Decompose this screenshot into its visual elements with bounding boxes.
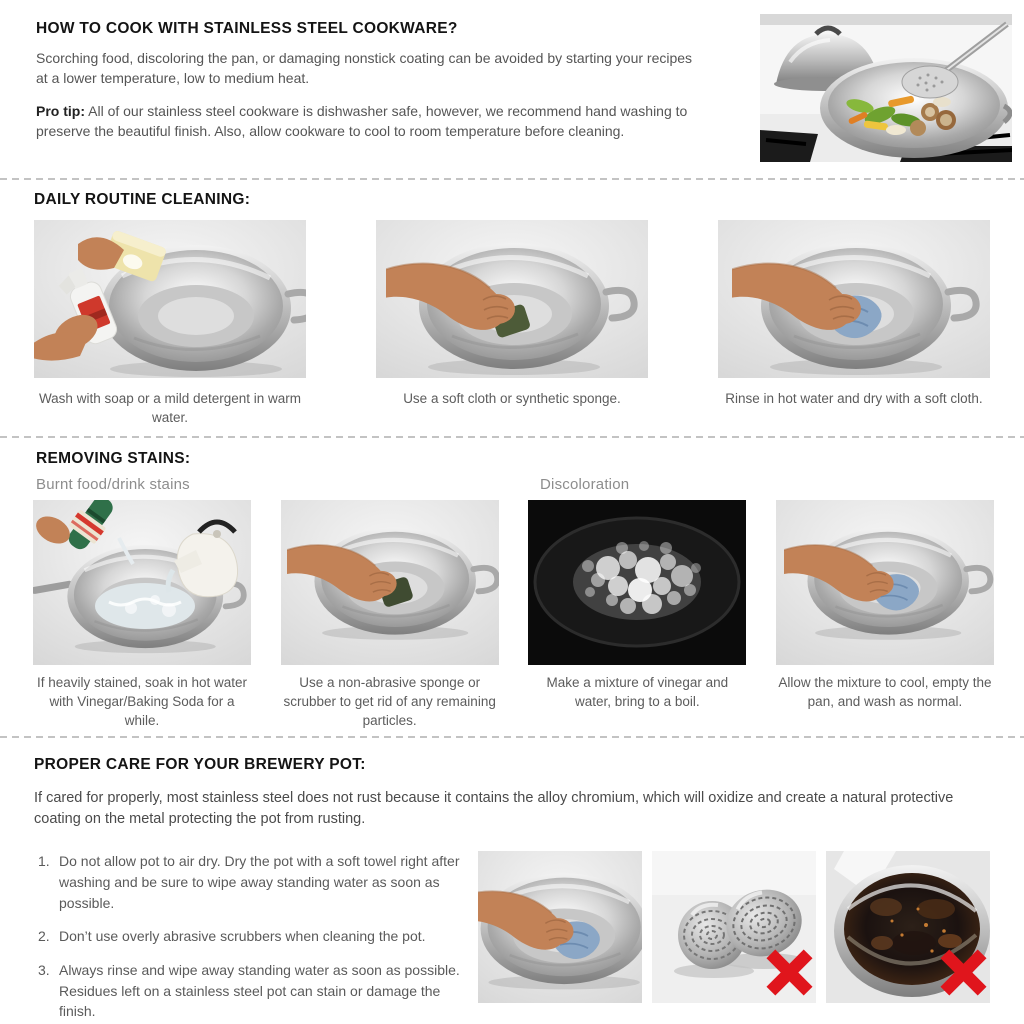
removing-stains-title: REMOVING STAINS: [36,450,191,467]
daily-step-sponge [376,220,648,430]
boiling-mixture-illustration [528,500,746,665]
daily-step-wash [34,220,306,430]
pro-tip-label: Pro tip: [36,102,85,119]
dashed-divider [0,736,1024,738]
red-x-icon [940,949,987,996]
pro-tip-paragraph [36,102,704,142]
care-tip-item [38,960,472,1022]
wipe-pan-with-green-sponge-illustration [376,220,648,378]
section-proper-care [0,756,1024,1024]
list-text: Do not allow pot to air dry. Dry the pot with a soft towel right after washing and be sure to wipe away standing water as soon as possible. [59,853,460,911]
stain-step-soak [33,500,251,731]
dry-pot-with-towel-illustration [478,851,642,1003]
stain-step-scrub [281,500,499,731]
spray-detergent-into-pan-illustration [34,220,306,378]
red-x-icon [766,949,813,996]
section-removing-stains [0,450,1024,731]
how-to-cook-text [36,12,742,170]
wok-stir-fry-illustration [760,14,1012,162]
daily-cleaning-steps [34,220,990,430]
discoloration-label: Discoloration [540,476,630,493]
how-to-cook-paragraph: Scorching food, discoloring the pan, or damaging nonstick coating can be avoided by starting your recipes at a lower temperature, low to medium heat. [36,50,693,86]
care-photo-steel-wool [652,851,816,1003]
stain-step-caption: Use a non-abrasive sponge or scrubber to get rid of any remaining particles. [283,675,496,728]
burnt-stains-label: Burnt food/drink stains [36,476,190,493]
stain-sublabels [33,474,994,498]
how-to-cook-title: HOW TO COOK WITH STAINLESS STEEL COOKWARE? [36,20,458,37]
dry-pan-with-blue-cloth-illustration [718,220,990,378]
care-photo-dry-towel [478,851,642,1003]
daily-cleaning-title: DAILY ROUTINE CLEANING: [34,191,251,208]
list-number: 3. [38,962,50,979]
care-example-images [478,851,990,1024]
scrub-pan-with-sponge-illustration [281,500,499,665]
daily-step-rinse-dry [718,220,990,430]
proper-care-paragraph: If cared for properly, most stainless steel does not rust because it contains the alloy chromium, which will oxidize and create a natural protective coating on the metal protecting the pot from rusting. [34,789,954,828]
wok-stir-fry-photo [760,14,1012,162]
care-tips-list [34,851,472,1024]
daily-step-caption: Use a soft cloth or synthetic sponge. [403,391,621,406]
stain-step-caption: If heavily stained, soak in hot water with Vinegar/Baking Soda for a while. [36,675,248,728]
pour-vinegar-hot-water-illustration [33,500,251,665]
proper-care-content [34,851,990,1024]
care-tip-item [38,926,472,947]
stain-removal-steps [33,500,994,731]
dashed-divider [0,436,1024,438]
care-photo-burnt-pan [826,851,990,1003]
list-text: Always rinse and wipe away standing water as soon as possible. Residues left on a stainless steel pot can stain or damage the finish. [59,962,460,1020]
daily-step-caption: Rinse in hot water and dry with a soft cloth. [725,391,983,406]
stain-step-cool-wash [776,500,994,731]
list-text: Don’t use overly abrasive scrubbers when cleaning the pot. [59,928,426,945]
list-number: 1. [38,853,50,870]
section-daily-cleaning [0,191,1024,430]
dashed-divider [0,178,1024,180]
daily-step-caption: Wash with soap or a mild detergent in warm water. [38,391,302,425]
stain-step-caption: Make a mixture of vinegar and water, bring to a boil. [546,675,729,709]
stain-step-boil [528,500,746,731]
care-tip-item [38,851,472,913]
pro-tip-text: All of our stainless steel cookware is dishwasher safe, however, we recommend hand washing to preserve the beautiful finish. Also, allow cookware to cool to room temperature before cleaning. [36,102,688,139]
section-how-to-cook [0,0,1024,170]
wipe-pan-with-blue-cloth-illustration [776,500,994,665]
stain-step-caption: Allow the mixture to cool, empty the pan, and wash as normal. [778,675,992,709]
proper-care-title: PROPER CARE FOR YOUR BREWERY POT: [34,755,366,773]
list-number: 2. [38,928,50,945]
